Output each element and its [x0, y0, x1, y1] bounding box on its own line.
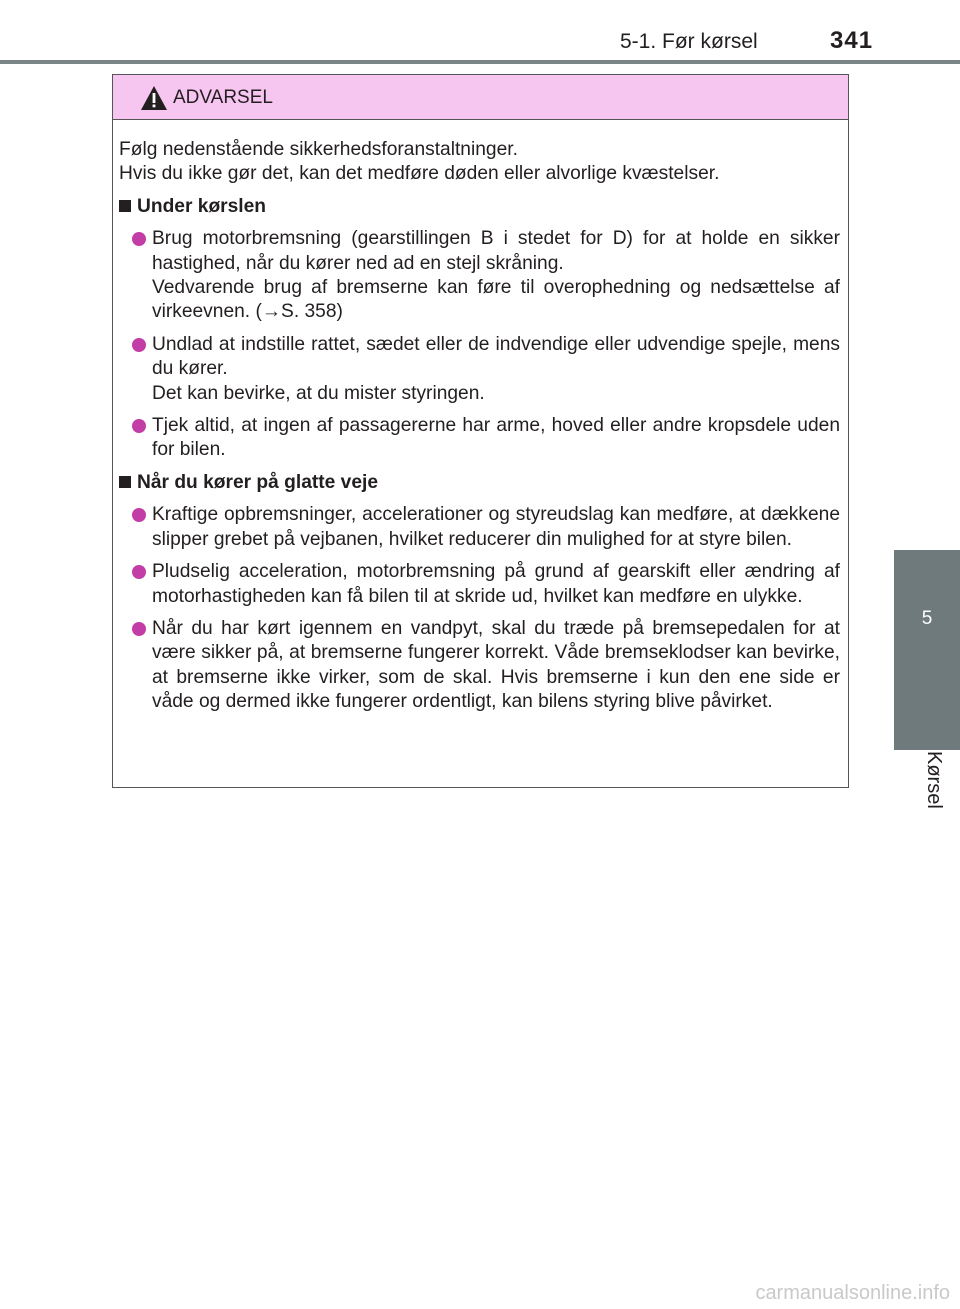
item-paragraph: Brug motorbremsning (gearstillingen B i stedet for D) for at holde en sikker hastighed, når du kører ned ad en stejl skråning. — [152, 228, 840, 274]
circle-bullet-icon — [132, 565, 146, 579]
square-bullet-icon — [119, 476, 131, 488]
circle-bullet-icon — [132, 508, 146, 522]
warning-header — [113, 75, 848, 120]
chapter-number: 5 — [921, 608, 933, 629]
item-paragraph: Det kan bevirke, at du mister styringen. — [152, 382, 485, 404]
section-heading — [119, 471, 840, 495]
intro-line: Følg nedenstående sikkerhedsforanstaltninger. — [119, 139, 518, 160]
section-title: 5-1. Før kørsel — [620, 30, 758, 53]
item-paragraph: Når du har kørt igennem en vandpyt, skal du træde på bremsepedalen for at være sikker på, at bremserne fungerer korrekt. Våde bremseklodser kan bevirke, at bremserne ikke virker, som de skal. Hvis bremserne i kun den ene side er våde og dermed ikke fungerer ordentligt, kan bilens styring blive påvirket. — [152, 617, 840, 713]
page-number: 341 — [830, 27, 874, 54]
circle-bullet-icon — [132, 419, 146, 433]
section-slippery-roads — [119, 471, 840, 715]
list-item — [119, 617, 840, 715]
chapter-title: Kørsel — [923, 751, 945, 809]
intro-line: Hvis du ikke gør det, kan det medføre døden eller alvorlige kvæstelser. — [119, 163, 720, 185]
list-item — [119, 227, 840, 325]
item-paragraph: Vedvarende brug af bremserne kan føre til overophedning og nedsættelse af virkeevnen. (→S. 358) — [152, 277, 840, 323]
warning-box — [112, 74, 849, 788]
circle-bullet-icon — [132, 622, 146, 636]
list-item — [119, 503, 840, 552]
square-bullet-icon — [119, 200, 131, 212]
watermark: carmanualsonline.info — [755, 1282, 950, 1304]
item-paragraph: Tjek altid, at ingen af passagererne har arme, hoved eller andre kropsdele uden for bilen. — [152, 415, 840, 461]
warning-intro — [119, 138, 840, 187]
circle-bullet-icon — [132, 338, 146, 352]
section-heading-text: Under kørslen — [137, 195, 267, 217]
warning-triangle-icon — [140, 85, 168, 111]
item-paragraph: Undlad at indstille rattet, sædet eller de indvendige eller udvendige spejle, mens du kører. — [152, 333, 840, 380]
header-divider — [0, 60, 960, 64]
section-driving — [119, 195, 840, 463]
item-paragraph: Pludselig acceleration, motorbremsning på grund af gearskift eller ændring af motorhastigheden kan få bilen til at skride ud, hvilket kan medføre en ulykke. — [152, 561, 840, 607]
section-heading — [119, 195, 840, 219]
list-item — [119, 560, 840, 609]
chapter-tab — [894, 550, 960, 750]
warning-body — [113, 120, 848, 715]
section-heading-text: Når du kører på glatte veje — [137, 471, 378, 493]
list-item — [119, 414, 840, 463]
item-paragraph: Kraftige opbremsninger, accelerationer og styreudslag kan medføre, at dækkene slipper grebet på vejbanen, hvilket reducerer din mulighed for at styre bilen. — [152, 504, 840, 550]
warning-title: ADVARSEL — [173, 87, 273, 108]
circle-bullet-icon — [132, 232, 146, 246]
list-item — [119, 333, 840, 406]
